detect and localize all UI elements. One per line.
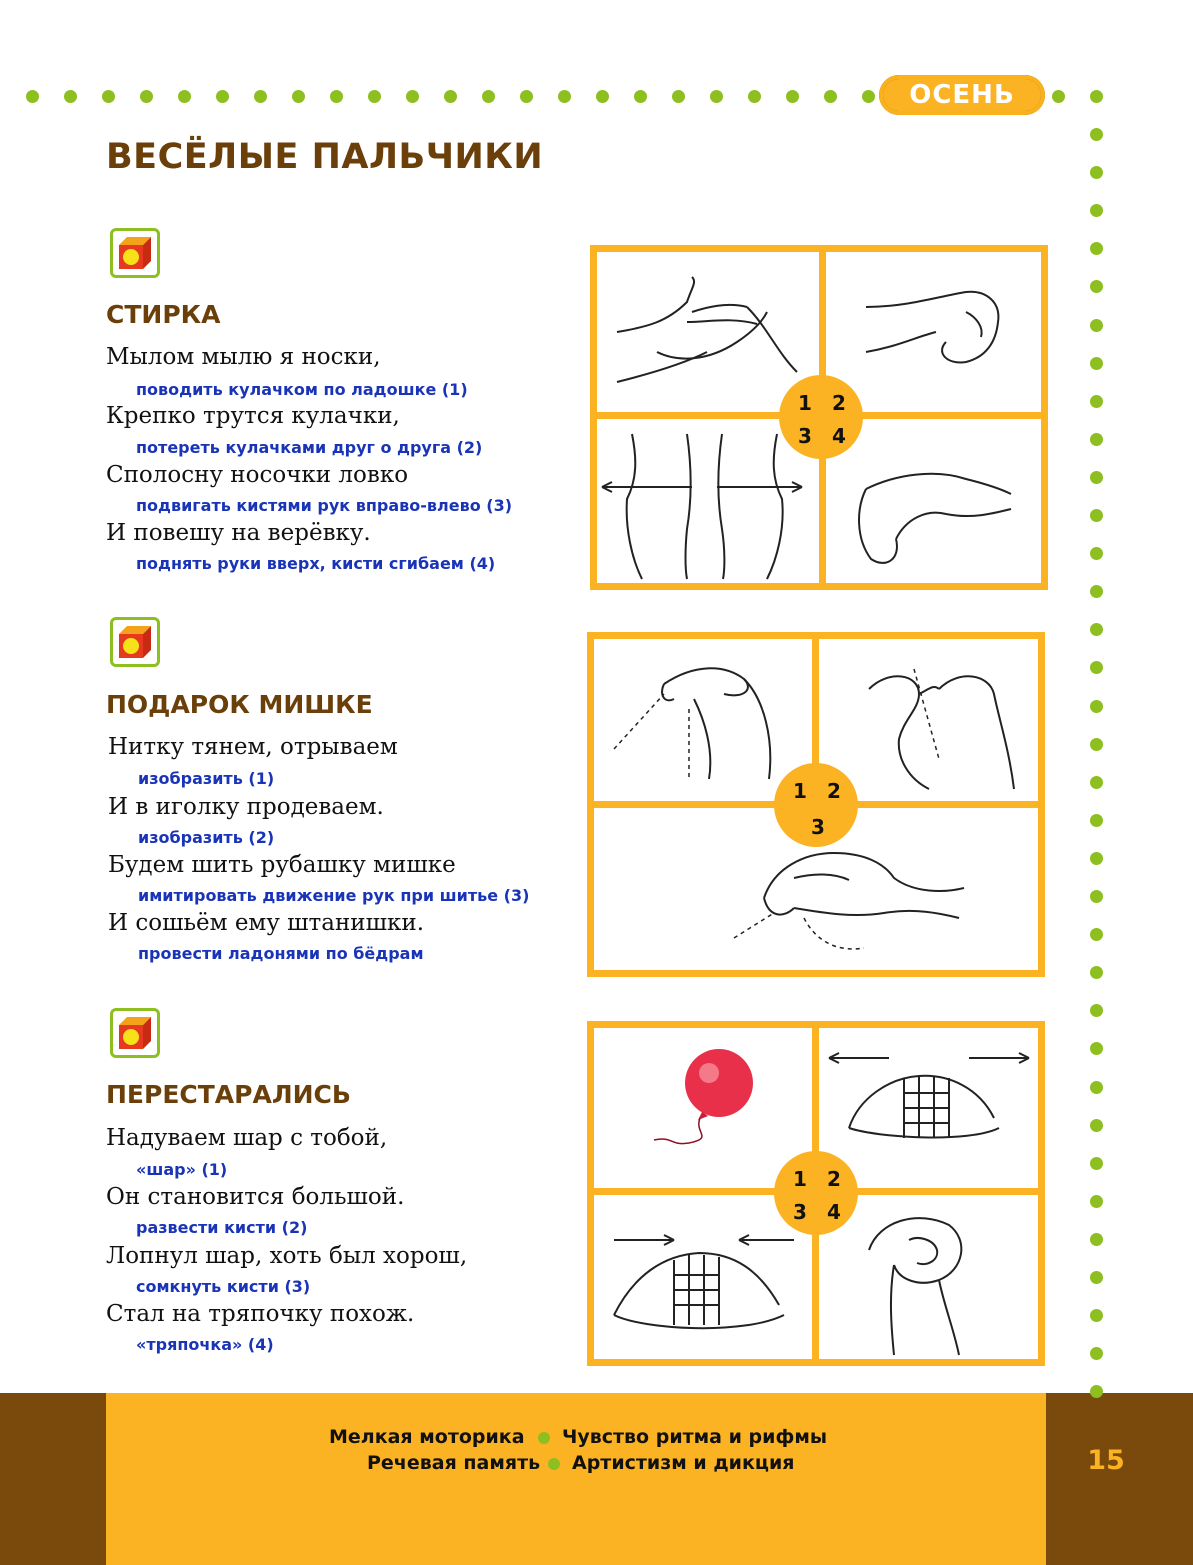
border-dot <box>482 90 495 103</box>
skill-label: Мелкая моторика <box>329 1426 525 1448</box>
verse-line: И повешу на верёвку. <box>106 520 371 546</box>
border-dot <box>1090 90 1103 103</box>
border-dot <box>748 90 761 103</box>
bullet-dot-icon <box>548 1458 560 1470</box>
border-dot <box>1090 814 1103 827</box>
section-title-podarok: ПОДАРОК МИШКЕ <box>106 690 373 719</box>
illustration-3 <box>594 1195 812 1359</box>
border-dot <box>596 90 609 103</box>
border-dot <box>1090 623 1103 636</box>
border-dot <box>520 90 533 103</box>
border-dot <box>1090 433 1103 446</box>
footer-left-block <box>0 1393 106 1565</box>
season-badge <box>879 75 1045 115</box>
border-dot <box>292 90 305 103</box>
step-number-badge: 1 2 3 <box>774 763 858 847</box>
verse-line: И сошьём ему штанишки. <box>108 910 425 936</box>
border-dot <box>1090 547 1103 560</box>
border-dot <box>710 90 723 103</box>
verse-line: Стал на тряпочку похож. <box>106 1301 415 1327</box>
border-dot <box>1090 128 1103 141</box>
border-dot <box>1090 1042 1103 1055</box>
border-dot <box>1090 890 1103 903</box>
section-title-stirka: СТИРКА <box>106 300 221 329</box>
border-dot <box>672 90 685 103</box>
illustration-panel <box>587 632 1045 977</box>
footer-right-block <box>1046 1393 1193 1565</box>
border-dot <box>1090 1233 1103 1246</box>
border-dot <box>634 90 647 103</box>
movement-note: сомкнуть кисти (3) <box>136 1277 311 1296</box>
border-dot <box>1090 166 1103 179</box>
verse-line: Он становится большой. <box>106 1184 405 1210</box>
step-number-badge: 1 2 3 4 <box>779 375 863 459</box>
illustration-1 <box>594 1028 812 1188</box>
border-dot <box>1090 1309 1103 1322</box>
border-dot <box>558 90 571 103</box>
page-number: 15 <box>1087 1445 1125 1476</box>
page-title: ВЕСЁЛЫЕ ПАЛЬЧИКИ <box>106 137 544 177</box>
verse-line: Надуваем шар с тобой, <box>106 1125 388 1151</box>
border-dot <box>178 90 191 103</box>
illustration-4 <box>826 419 1041 583</box>
illustration-2 <box>819 1028 1038 1188</box>
illustration-3 <box>597 419 819 583</box>
illustration-panel <box>590 245 1048 590</box>
border-dot <box>1052 90 1065 103</box>
cube-icon <box>110 1008 160 1058</box>
border-dot <box>1090 509 1103 522</box>
movement-note: «тряпочка» (4) <box>136 1335 274 1354</box>
border-dot <box>102 90 115 103</box>
border-dot <box>1090 1004 1103 1017</box>
verse-line: И в иголку продеваем. <box>108 794 384 820</box>
movement-note: развести кисти (2) <box>136 1218 308 1237</box>
border-dot <box>330 90 343 103</box>
section-title-perestaralis: ПЕРЕСТАРАЛИСЬ <box>106 1080 351 1109</box>
border-dot <box>1090 1195 1103 1208</box>
illustration-2 <box>819 639 1038 801</box>
step-number-badge: 1 2 3 4 <box>774 1151 858 1235</box>
movement-note: поводить кулачком по ладошке (1) <box>136 380 468 399</box>
border-dot <box>786 90 799 103</box>
cube-icon <box>110 228 160 278</box>
border-dot <box>1090 585 1103 598</box>
border-dot <box>444 90 457 103</box>
top-dotted-border <box>0 88 900 104</box>
movement-note: изобразить (1) <box>138 769 275 788</box>
movement-note: потереть кулачками друг о друга (2) <box>136 438 483 457</box>
skill-label: Речевая память <box>367 1452 541 1474</box>
skill-label: Чувство ритма и рифмы <box>562 1426 828 1448</box>
illustration-4 <box>819 1195 1038 1359</box>
verse-line: Крепко трутся кулачки, <box>106 403 400 429</box>
border-dot <box>368 90 381 103</box>
illustration-panel <box>587 1021 1045 1366</box>
border-dot <box>1090 776 1103 789</box>
border-dot <box>1090 1271 1103 1284</box>
verse-line: Мылом мылю я носки, <box>106 344 381 370</box>
illustration-2 <box>826 252 1041 412</box>
border-dot <box>1090 738 1103 751</box>
border-dot <box>862 90 875 103</box>
border-dot <box>1090 1081 1103 1094</box>
verse-line: Будем шить рубашку мишке <box>108 852 456 878</box>
border-dot <box>406 90 419 103</box>
border-dot <box>1090 319 1103 332</box>
movement-note: провести ладонями по бёдрам <box>138 944 424 963</box>
border-dot <box>1090 1119 1103 1132</box>
verse-line: Нитку тянем, отрываем <box>108 734 398 760</box>
border-dot <box>1090 928 1103 941</box>
border-dot <box>1090 395 1103 408</box>
border-dot <box>140 90 153 103</box>
bullet-dot-icon <box>538 1432 550 1444</box>
movement-note: поднять руки вверх, кисти сгибаем (4) <box>136 554 496 573</box>
verse-line: Сполосну носочки ловко <box>106 462 409 488</box>
border-dot <box>254 90 267 103</box>
illustration-1 <box>594 639 812 801</box>
border-dot <box>1090 471 1103 484</box>
border-dot <box>1090 1157 1103 1170</box>
border-dot <box>64 90 77 103</box>
border-dot <box>1090 1385 1103 1398</box>
movement-note: изобразить (2) <box>138 828 275 847</box>
season-label: ОСЕНЬ <box>883 79 1041 111</box>
border-dot <box>26 90 39 103</box>
border-dot <box>1090 280 1103 293</box>
border-dot <box>216 90 229 103</box>
border-dot <box>1090 1347 1103 1360</box>
border-dot <box>824 90 837 103</box>
footer-band <box>0 1393 1193 1565</box>
movement-note: имитировать движение рук при шитье (3) <box>138 886 530 905</box>
illustration-1 <box>597 252 819 412</box>
border-dot <box>1090 852 1103 865</box>
border-dot <box>1090 700 1103 713</box>
border-dot <box>1090 242 1103 255</box>
border-dot <box>1090 204 1103 217</box>
movement-note: «шар» (1) <box>136 1160 228 1179</box>
cube-icon <box>110 617 160 667</box>
skill-label: Артистизм и дикция <box>572 1452 795 1474</box>
movement-note: подвигать кистями рук вправо-влево (3) <box>136 496 513 515</box>
border-dot <box>1090 357 1103 370</box>
border-dot <box>1090 661 1103 674</box>
border-dot <box>1090 966 1103 979</box>
verse-line: Лопнул шар, хоть был хорош, <box>106 1243 468 1269</box>
